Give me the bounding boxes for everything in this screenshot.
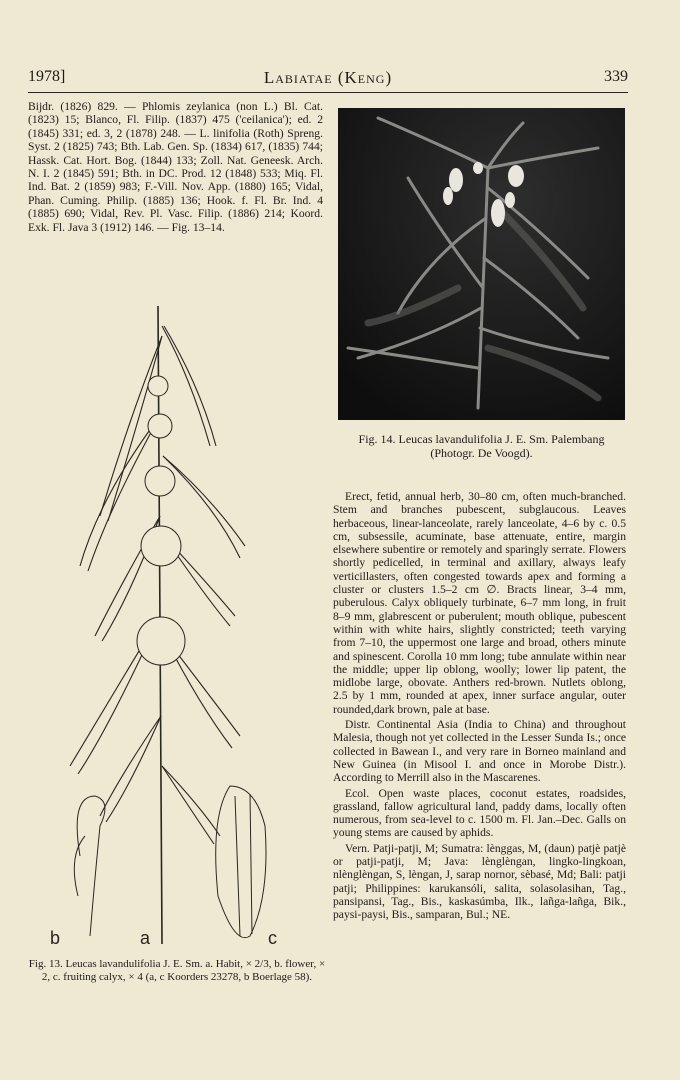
fig13-caption: Fig. 13. Leucas lavandulifolia J. E. Sm. a. Habit, × 2/3, b. flower, × 2, c. fruiting calyx, × 4 (a, c Koorders 23278, b Boerlage 58). [28, 958, 326, 983]
line-drawing [40, 296, 300, 951]
plant-photo-drawing [338, 108, 625, 420]
fig14-caption: Fig. 14. Leucas lavandulifolia J. E. Sm. Palembang (Photogr. De Voogd). [358, 432, 605, 460]
fig13-illustration [40, 296, 300, 951]
ecology-paragraph: Ecol. Open waste places, coconut estates, roadsides, grassland, fallow agricultural land, paddy dams, locally often numerous, from sea-level to c. 1500 m. Fl. Jan.–Dec. Galls on young stems are caused by aphids. [333, 786, 626, 840]
label-a: a [140, 928, 151, 948]
vernacular-paragraph: Vern. Patji-patji, M; Sumatra: lènggas, M, (daun) patjè patjè or patji-patji, M; Java: lènglèngan, lingko-lingkoan, nlènglèngan, S, lèngan, J, sarap nornor, sèbasé, Md; Bali: patji patji; Philippines: karukansóli, salita, solasolasihan, Tag., pansipansi, Tag., Bis., kaskasúmba, Ilk., lañga-lañga, Bik., paysi-paysi, Bis., samparan, Bul.; NE. [333, 841, 626, 922]
label-b: b [50, 928, 61, 948]
label-c: c [268, 928, 277, 948]
references-text: Bijdr. (1826) 829. — Phlomis zeylanica (non L.) Bl. Cat. (1823) 15; Blanco, Fl. Filip. (1837) 475 ('ceilanica'); ed. 2 (1845) 331; ed. 3, 2 (1878) 248. — L. linifolia (Roth) Spreng. Syst. 2 (1825) 743; Bth. Lab. Gen. Sp. (1834) 617, (1835) 744; Hassk. Cat. Hort. Bog. (1844) 133; Zoll. Nat. Geneesk. Arch. N. I. 2 (1845) 591; Bth. in DC. Prod. 12 (1848) 533; Miq. Fl. Ind. Bat. 2 (1859) 983; F.-Vill. Nov. App. (1880) 165; Vidal, Phan. Cuming. Philip. (1885) 136; Hook. f. Fl. Br. Ind. 4 (1885) 690; Vidal, Rev. Pl. Vasc. Filip. (1886) 214; Koord. Exk. Fl. Java 3 (1912) 146. — Fig. 13–14. [28, 100, 323, 234]
fig14-photograph [338, 108, 625, 420]
header-title [28, 68, 628, 88]
species-description [333, 490, 626, 922]
header-title-text: Labiatae (Keng) [263, 68, 393, 87]
synonymy-references [28, 100, 323, 234]
distribution-paragraph: Distr. Continental Asia (India to China) and throughout Malesia, though not yet collected in the Lesser Sunda Is.; once collected in Bawean I., and very rare in Borneo mainland and New Guinea (in Misool I. and once in Morobe Distr.). According to Merrill also in the Mascarenes. [333, 718, 626, 785]
header-year: 1978] [28, 68, 66, 85]
page-number: 339 [604, 68, 628, 85]
running-header [28, 68, 628, 93]
description-paragraph: Erect, fetid, annual herb, 30–80 cm, often much-branched. Stem and branches pubescent, subglaucous. Leaves herbaceous, linear-lanceolate, rarely lanceolate, 4–6 by c. 0.5 cm, subsessile, acuminate, base attenuate, entire, margin elsewhere subentire or remotely and sparingly serrate. Flowers shortly pedicelled, in terminal and axillary, always leafy verticillasters, often congested towards apex and forming a cluster or clusters 1.5–2 cm ∅. Bracts linear, 3–4 mm, puberulous. Calyx obliquely turbinate, 6–7 mm long, in fruit 8–9 mm, glabrescent or puberulent; mouth oblique, pubescent within with white hairs, slightly constricted; teeth varying from 7–10, the uppermost one large and broad, others minute and spinescent. Corolla 10 mm long; tube annulate within near the middle; upper lip oblong, woolly; lower lip patent, the midlobe large, obovate. Anthers red-brown. Nutlets oblong, 2.5 by 1 mm, rounded at apex, inner surface angular, outer rounded,dark brown, pale at base. [333, 490, 626, 716]
